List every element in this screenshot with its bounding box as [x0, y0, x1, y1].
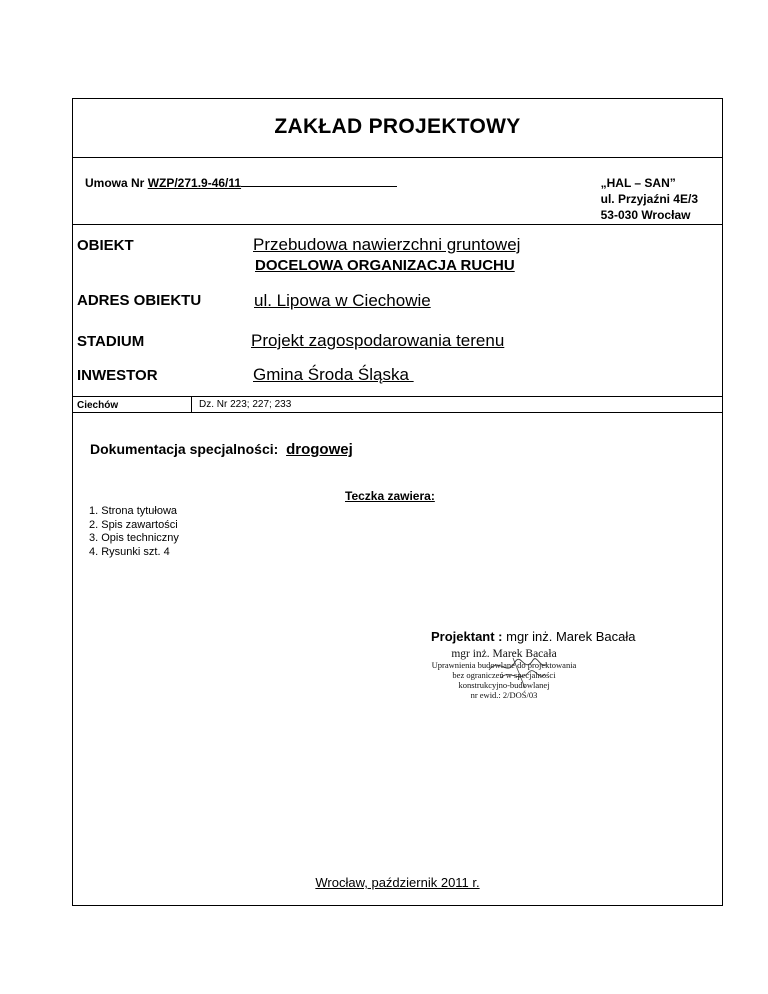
- contract-line: [85, 175, 397, 190]
- address-label: ADRES OBIEKTU: [77, 292, 202, 309]
- stamp-line: konstrukcyjno-budowlanej: [458, 680, 550, 690]
- stamp-line: Uprawnienia budowlane do projektowania: [431, 660, 577, 670]
- contents-title: Teczka zawiera:: [345, 489, 435, 503]
- company-city: 53-030 Wrocław: [600, 208, 691, 222]
- title-page-frame: [72, 98, 723, 906]
- divider: [73, 224, 722, 225]
- stamp-name: mgr inż. Marek Bacała: [451, 648, 557, 660]
- divider: [73, 412, 722, 413]
- divider: [73, 157, 722, 158]
- specialty-value: drogowej: [286, 441, 353, 458]
- divider-vertical: [191, 397, 192, 412]
- plot-location: Ciechów: [77, 400, 119, 411]
- company-name: „HAL – SAN”: [600, 176, 676, 190]
- list-item: 4. Rysunki szt. 4: [89, 545, 170, 558]
- designer-label: Projektant :: [431, 629, 503, 644]
- signature-icon: [429, 648, 579, 708]
- page-title: ZAKŁAD PROJEKTOWY: [274, 115, 521, 138]
- place-date: Wrocław, październik 2011 r.: [315, 875, 480, 890]
- investor-value: Gmina Środa Śląska: [253, 365, 414, 384]
- list-item: 2. Spis zawartości: [89, 518, 178, 531]
- contract-blank-line: [241, 175, 397, 187]
- object-value-line2: DOCELOWA ORGANIZACJA RUCHU: [255, 257, 515, 274]
- contract-label: Umowa Nr: [85, 176, 148, 190]
- designer-line: [431, 629, 635, 644]
- stage-value: Projekt zagospodarowania terenu: [251, 331, 505, 350]
- specialty-line: [90, 441, 353, 458]
- contract-number: WZP/271.9-46/11: [147, 176, 242, 190]
- object-value-line1: Przebudowa nawierzchni gruntowej: [253, 235, 521, 254]
- designer-stamp: [429, 648, 579, 708]
- company-street: ul. Przyjaźni 4E/3: [600, 192, 698, 206]
- company-address: [601, 175, 698, 223]
- stage-label: STADIUM: [77, 333, 145, 350]
- stamp-line: bez ograniczeń w specjalności: [452, 670, 556, 680]
- specialty-label: Dokumentacja specjalności:: [90, 441, 287, 457]
- designer-name: mgr inż. Marek Bacała: [502, 629, 636, 644]
- investor-label: INWESTOR: [77, 367, 158, 384]
- stamp-line: nr ewid.: 2/DOŚ/03: [470, 690, 538, 700]
- object-label: OBIEKT: [77, 237, 134, 254]
- address-value: ul. Lipowa w Ciechowie: [254, 291, 431, 310]
- list-item: 3. Opis techniczny: [89, 532, 179, 544]
- contents-list: [89, 505, 179, 559]
- divider: [73, 396, 722, 397]
- list-item: 1. Strona tytułowa: [89, 505, 178, 517]
- plot-parcels: Dz. Nr 223; 227; 233: [199, 399, 292, 410]
